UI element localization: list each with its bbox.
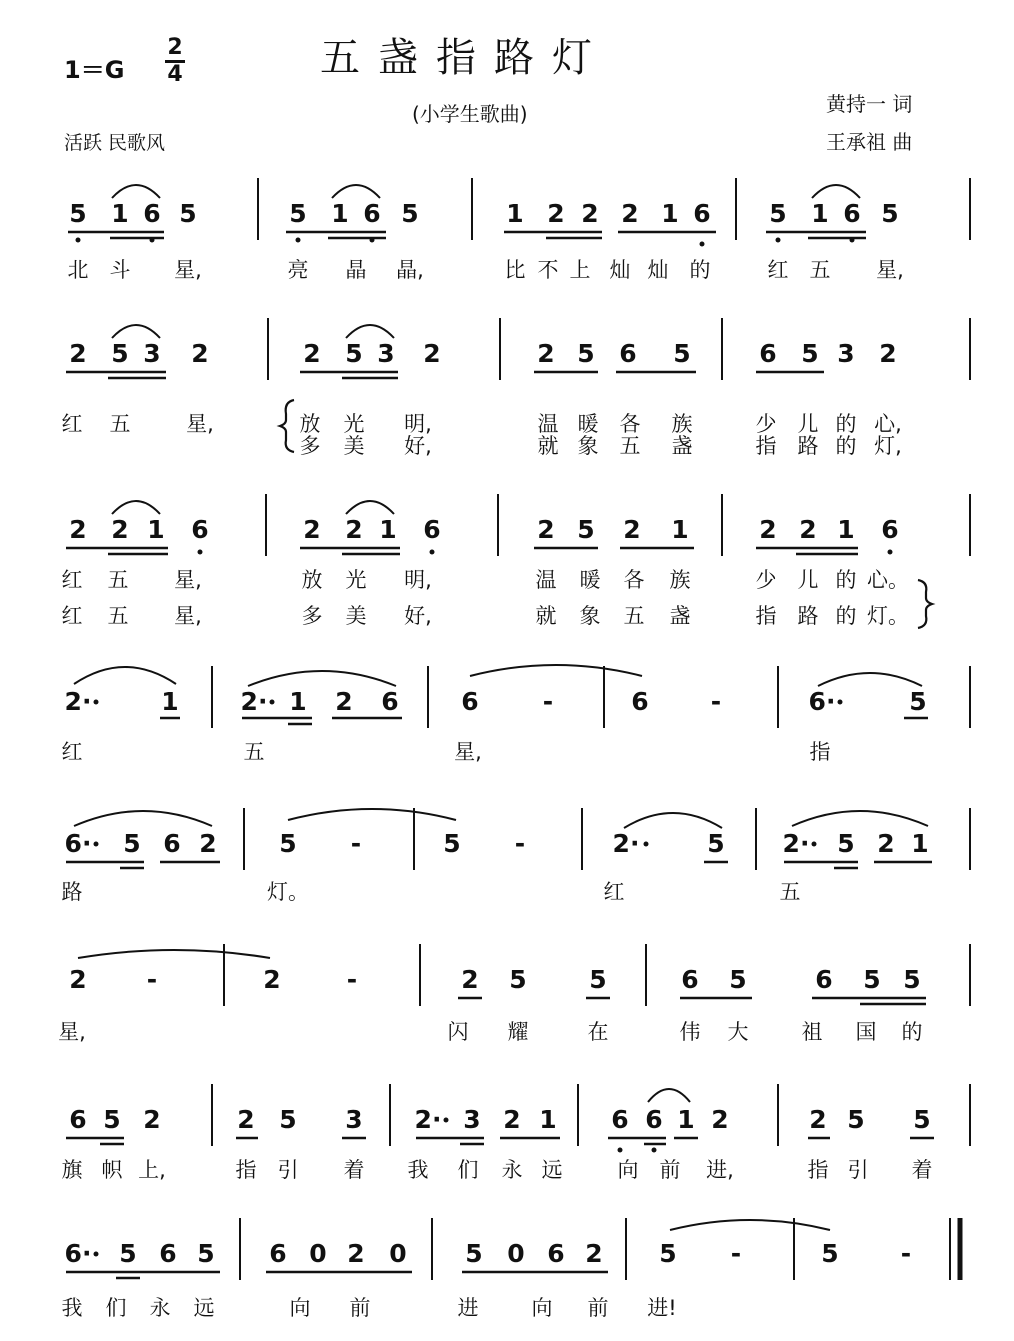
lyric-syllable: 前 <box>587 1296 609 1320</box>
song-title: 五盏指路灯 <box>320 35 610 81</box>
note: 2 <box>263 965 281 994</box>
lyric-syllable: 红 <box>61 568 83 592</box>
note: 2· <box>64 687 92 716</box>
lyric-syllable: 的 <box>835 434 857 458</box>
lyric-syllable: 五 <box>107 568 129 592</box>
note: 5 <box>103 1105 121 1134</box>
note: 2 <box>335 687 353 716</box>
note: 2 <box>585 1239 603 1268</box>
lyric-syllable: 就 <box>537 434 559 458</box>
note: 5 <box>589 965 607 994</box>
lyric-syllable: 指 <box>809 740 831 764</box>
note: 1 <box>671 515 689 544</box>
lyric-syllable: 伟 <box>679 1020 701 1044</box>
slur <box>112 501 160 514</box>
lyric-syllable: 五 <box>779 880 801 904</box>
lyric-syllable: 星, <box>58 1020 86 1044</box>
lyric-syllable: 指 <box>235 1158 257 1182</box>
lyric-syllable: 五 <box>243 740 265 764</box>
note: 2 <box>581 199 599 228</box>
lyric-syllable: 祖 <box>801 1020 823 1044</box>
octave-dot <box>888 550 893 555</box>
note: 2· <box>782 829 810 858</box>
note: 5 <box>123 829 141 858</box>
lyric-syllable: 少 <box>755 568 777 592</box>
octave-dot <box>296 238 301 243</box>
lyric-syllable: 指 <box>755 604 777 628</box>
lyric-syllable: 心。 <box>867 568 909 592</box>
octave-dot <box>76 238 81 243</box>
note: 6 <box>547 1239 565 1268</box>
note: 2· <box>414 1105 442 1134</box>
note: 5 <box>577 339 595 368</box>
lyric-syllable: 不 <box>537 258 559 282</box>
note: 2 <box>759 515 777 544</box>
note: 5 <box>837 829 855 858</box>
note: 5 <box>913 1105 931 1134</box>
note: 5 <box>119 1239 137 1268</box>
note: 6 <box>159 1239 177 1268</box>
lyric-syllable: 象 <box>579 604 601 628</box>
note: 3 <box>377 339 395 368</box>
note: 5 <box>903 965 921 994</box>
lyric-syllable: 的 <box>835 604 857 628</box>
note: 5 <box>401 199 419 228</box>
lyric-syllable: 盏 <box>669 604 691 628</box>
note: 2 <box>191 339 209 368</box>
note: 2 <box>503 1105 521 1134</box>
note: 5 <box>197 1239 215 1268</box>
note: 2 <box>69 965 87 994</box>
lyric-syllable: 指 <box>755 434 777 458</box>
lyric-syllable: 灿 <box>609 258 631 282</box>
lyric-syllable: 亮 <box>287 258 309 282</box>
lyric-syllable: 温 <box>537 412 559 436</box>
note: 2 <box>621 199 639 228</box>
note: 5 <box>279 829 297 858</box>
note: 2 <box>143 1105 161 1134</box>
note: 6 <box>631 687 649 716</box>
lyric-syllable: 五 <box>619 434 641 458</box>
lyric-syllable: 路 <box>797 604 819 628</box>
lyric-syllable: 国 <box>855 1020 877 1044</box>
lyric-syllable: 温 <box>535 568 557 592</box>
lyric-syllable: 放 <box>299 412 321 436</box>
note: 5 <box>821 1239 839 1268</box>
lyric-syllable: 进 <box>457 1296 479 1320</box>
lyric-syllable: 儿 <box>797 568 819 592</box>
octave-dot <box>430 550 435 555</box>
augmentation-dot <box>812 842 817 847</box>
extension-dash: - <box>514 829 526 858</box>
lyric-syllable: 的 <box>689 258 711 282</box>
lyric-syllable: 耀 <box>507 1020 529 1044</box>
lyric-syllable: 帜 <box>101 1158 123 1182</box>
lyric-syllable: 星, <box>174 568 202 592</box>
note: 5 <box>881 199 899 228</box>
lyric-syllable: 星, <box>876 258 904 282</box>
note: 5 <box>179 199 197 228</box>
tie <box>74 667 176 684</box>
note: 5 <box>509 965 527 994</box>
note: 3 <box>143 339 161 368</box>
note: 2· <box>612 829 640 858</box>
note: 6· <box>64 829 92 858</box>
note: 2 <box>537 339 555 368</box>
note: 1 <box>111 199 129 228</box>
extension-dash: - <box>346 965 358 994</box>
slur <box>332 185 380 198</box>
extension-dash: - <box>900 1239 912 1268</box>
note: 2 <box>111 515 129 544</box>
lyric-syllable: 光 <box>343 412 365 436</box>
lyric-syllable: 远 <box>193 1296 215 1320</box>
note: 1 <box>289 687 307 716</box>
tie <box>670 1220 830 1230</box>
lyric-syllable: 上, <box>138 1158 166 1182</box>
extension-dash: - <box>146 965 158 994</box>
note: 2 <box>303 339 321 368</box>
note: 6 <box>269 1239 287 1268</box>
note: 6 <box>191 515 209 544</box>
note: 2 <box>809 1105 827 1134</box>
lyricist-credit: 黄持一 词 <box>826 92 913 116</box>
note: 5 <box>729 965 747 994</box>
note: 6 <box>881 515 899 544</box>
note: 2 <box>547 199 565 228</box>
lyric-syllable: 进! <box>647 1296 677 1320</box>
note: 5 <box>847 1105 865 1134</box>
extension-dash: - <box>710 687 722 716</box>
note: 6 <box>815 965 833 994</box>
verse-brace <box>918 580 932 628</box>
lyric-syllable: 明, <box>404 568 432 592</box>
lyric-syllable: 五 <box>623 604 645 628</box>
lyric-syllable: 永 <box>149 1296 171 1320</box>
note: 6 <box>611 1105 629 1134</box>
note: 5 <box>443 829 461 858</box>
lyric-syllable: 路 <box>61 880 83 904</box>
note: 5 <box>69 199 87 228</box>
lyric-syllable: 向 <box>617 1158 639 1182</box>
lyric-syllable: 族 <box>669 568 691 592</box>
note: 5 <box>345 339 363 368</box>
time-signature-bottom: 4 <box>167 62 183 87</box>
lyric-syllable: 的 <box>835 568 857 592</box>
slur <box>112 185 160 198</box>
note: 1 <box>911 829 929 858</box>
note: 6 <box>423 515 441 544</box>
lyric-syllable: 路 <box>797 434 819 458</box>
octave-dot <box>198 550 203 555</box>
note: 5 <box>577 515 595 544</box>
octave-dot <box>370 238 375 243</box>
note: 2 <box>537 515 555 544</box>
note: 0 <box>389 1239 407 1268</box>
lyric-syllable: 好, <box>404 604 432 628</box>
note: 2 <box>423 339 441 368</box>
lyric-syllable: 引 <box>847 1158 869 1182</box>
lyric-syllable: 星, <box>174 258 202 282</box>
lyric-syllable: 五 <box>809 258 831 282</box>
lyric-syllable: 比 <box>504 258 526 282</box>
lyric-syllable: 灿 <box>647 258 669 282</box>
note: 1 <box>506 199 524 228</box>
note: 6 <box>759 339 777 368</box>
lyric-syllable: 美 <box>345 604 367 628</box>
lyric-syllable: 前 <box>659 1158 681 1182</box>
note: 1 <box>331 199 349 228</box>
lyric-syllable: 心, <box>874 412 902 436</box>
lyric-syllable: 向 <box>289 1296 311 1320</box>
lyric-syllable: 各 <box>619 412 641 436</box>
octave-dot <box>652 1148 657 1153</box>
note: 1 <box>837 515 855 544</box>
tie <box>818 673 922 686</box>
lyric-syllable: 红 <box>603 880 625 904</box>
slur <box>112 325 160 338</box>
lyric-syllable: 多 <box>299 434 321 458</box>
note: 5 <box>279 1105 297 1134</box>
note: 0 <box>309 1239 327 1268</box>
augmentation-dot <box>94 842 99 847</box>
note: 1 <box>161 687 179 716</box>
note: 3 <box>345 1105 363 1134</box>
note: 6 <box>143 199 161 228</box>
octave-dot <box>150 238 155 243</box>
note: 5 <box>465 1239 483 1268</box>
tie <box>470 665 642 676</box>
lyric-syllable: 星, <box>454 740 482 764</box>
note: 2 <box>711 1105 729 1134</box>
tie <box>74 811 212 826</box>
lyric-syllable: 光 <box>345 568 367 592</box>
note: 6 <box>619 339 637 368</box>
note: 2 <box>623 515 641 544</box>
key-signature: 1＝G <box>64 56 125 84</box>
note: 2 <box>347 1239 365 1268</box>
octave-dot <box>618 1148 623 1153</box>
note: 5 <box>909 687 927 716</box>
note: 1 <box>379 515 397 544</box>
lyric-syllable: 盏 <box>671 434 693 458</box>
slur <box>346 325 394 338</box>
slur <box>346 501 394 514</box>
lyric-syllable: 红 <box>61 740 83 764</box>
lyric-syllable: 放 <box>301 568 323 592</box>
note: 6· <box>64 1239 92 1268</box>
note: 6 <box>843 199 861 228</box>
lyric-syllable: 们 <box>105 1296 127 1320</box>
note: 6 <box>381 687 399 716</box>
note: 2 <box>303 515 321 544</box>
lyric-syllable: 星, <box>186 412 214 436</box>
lyric-syllable: 晶, <box>396 258 424 282</box>
note: 6 <box>69 1105 87 1134</box>
note: 2 <box>345 515 363 544</box>
lyric-syllable: 闪 <box>447 1020 469 1044</box>
augmentation-dot <box>94 700 99 705</box>
extension-dash: - <box>350 829 362 858</box>
note: 2 <box>879 339 897 368</box>
lyric-syllable: 少 <box>755 412 777 436</box>
lyric-syllable: 象 <box>577 434 599 458</box>
note: 5 <box>707 829 725 858</box>
note: 2· <box>240 687 268 716</box>
lyric-syllable: 暖 <box>577 412 599 436</box>
lyric-syllable: 前 <box>349 1296 371 1320</box>
slur <box>812 185 860 198</box>
note: 1 <box>811 199 829 228</box>
note: 6 <box>645 1105 663 1134</box>
note: 5 <box>289 199 307 228</box>
lyric-syllable: 着 <box>911 1158 933 1182</box>
note: 6 <box>363 199 381 228</box>
extension-dash: - <box>542 687 554 716</box>
octave-dot <box>850 238 855 243</box>
tie <box>78 950 270 958</box>
lyric-syllable: 晶 <box>345 258 367 282</box>
lyric-syllable: 的 <box>835 412 857 436</box>
note: 5 <box>659 1239 677 1268</box>
note: 2 <box>461 965 479 994</box>
tie <box>792 811 928 826</box>
note: 0 <box>507 1239 525 1268</box>
note: 2 <box>199 829 217 858</box>
note: 5 <box>111 339 129 368</box>
augmentation-dot <box>444 1118 449 1123</box>
lyric-syllable: 向 <box>531 1296 553 1320</box>
lyric-syllable: 上 <box>569 258 591 282</box>
note: 1 <box>147 515 165 544</box>
lyric-syllable: 灯。 <box>867 604 909 628</box>
lyric-syllable: 着 <box>343 1158 365 1182</box>
octave-dot <box>700 242 705 247</box>
lyric-syllable: 们 <box>457 1158 479 1182</box>
lyric-syllable: 红 <box>767 258 789 282</box>
augmentation-dot <box>270 700 275 705</box>
note: 2 <box>877 829 895 858</box>
note: 5 <box>769 199 787 228</box>
lyric-syllable: 我 <box>407 1158 429 1182</box>
note: 6 <box>681 965 699 994</box>
lyric-syllable: 斗 <box>109 258 131 282</box>
lyric-syllable: 灯, <box>874 434 902 458</box>
lyric-syllable: 红 <box>61 604 83 628</box>
tie <box>248 671 396 686</box>
lyric-syllable: 星, <box>174 604 202 628</box>
augmentation-dot <box>644 842 649 847</box>
note: 6 <box>461 687 479 716</box>
note: 6 <box>693 199 711 228</box>
lyric-syllable: 暖 <box>579 568 601 592</box>
subtitle: (小学生歌曲) <box>412 102 528 126</box>
lyric-syllable: 族 <box>671 412 693 436</box>
lyric-syllable: 在 <box>587 1020 609 1044</box>
note: 3 <box>463 1105 481 1134</box>
augmentation-dot <box>94 1252 99 1257</box>
note: 3 <box>837 339 855 368</box>
lyric-syllable: 儿 <box>797 412 819 436</box>
note: 1 <box>677 1105 695 1134</box>
octave-dot <box>776 238 781 243</box>
note: 5 <box>863 965 881 994</box>
lyric-syllable: 各 <box>623 568 645 592</box>
extension-dash: - <box>730 1239 742 1268</box>
tie <box>624 813 722 828</box>
slur <box>648 1089 690 1102</box>
lyric-syllable: 北 <box>67 258 89 282</box>
tie <box>288 809 456 820</box>
lyric-syllable: 明, <box>404 412 432 436</box>
verse-brace <box>280 400 294 452</box>
lyric-syllable: 远 <box>541 1158 563 1182</box>
lyric-syllable: 灯。 <box>267 880 309 904</box>
lyric-syllable: 旗 <box>61 1158 83 1182</box>
lyric-syllable: 引 <box>277 1158 299 1182</box>
note: 6 <box>163 829 181 858</box>
lyric-syllable: 进, <box>706 1158 734 1182</box>
lyric-syllable: 永 <box>501 1158 523 1182</box>
lyric-syllable: 美 <box>343 434 365 458</box>
composer-credit: 王承祖 曲 <box>826 130 913 154</box>
note: 5 <box>673 339 691 368</box>
lyric-syllable: 大 <box>727 1020 749 1044</box>
time-signature-top: 2 <box>167 35 183 60</box>
note: 2 <box>237 1105 255 1134</box>
lyric-syllable: 就 <box>535 604 557 628</box>
note: 2 <box>799 515 817 544</box>
note: 2 <box>69 515 87 544</box>
lyric-syllable: 红 <box>61 412 83 436</box>
augmentation-dot <box>838 700 843 705</box>
note: 6· <box>808 687 836 716</box>
lyric-syllable: 五 <box>109 412 131 436</box>
note: 1 <box>661 199 679 228</box>
lyric-syllable: 指 <box>807 1158 829 1182</box>
lyric-syllable: 多 <box>301 604 323 628</box>
lyric-syllable: 好, <box>404 434 432 458</box>
lyric-syllable: 我 <box>61 1296 83 1320</box>
note: 5 <box>801 339 819 368</box>
lyric-syllable: 五 <box>107 604 129 628</box>
note: 2 <box>69 339 87 368</box>
note: 1 <box>539 1105 557 1134</box>
tempo-marking: 活跃 民歌风 <box>64 132 166 154</box>
lyric-syllable: 的 <box>901 1020 923 1044</box>
